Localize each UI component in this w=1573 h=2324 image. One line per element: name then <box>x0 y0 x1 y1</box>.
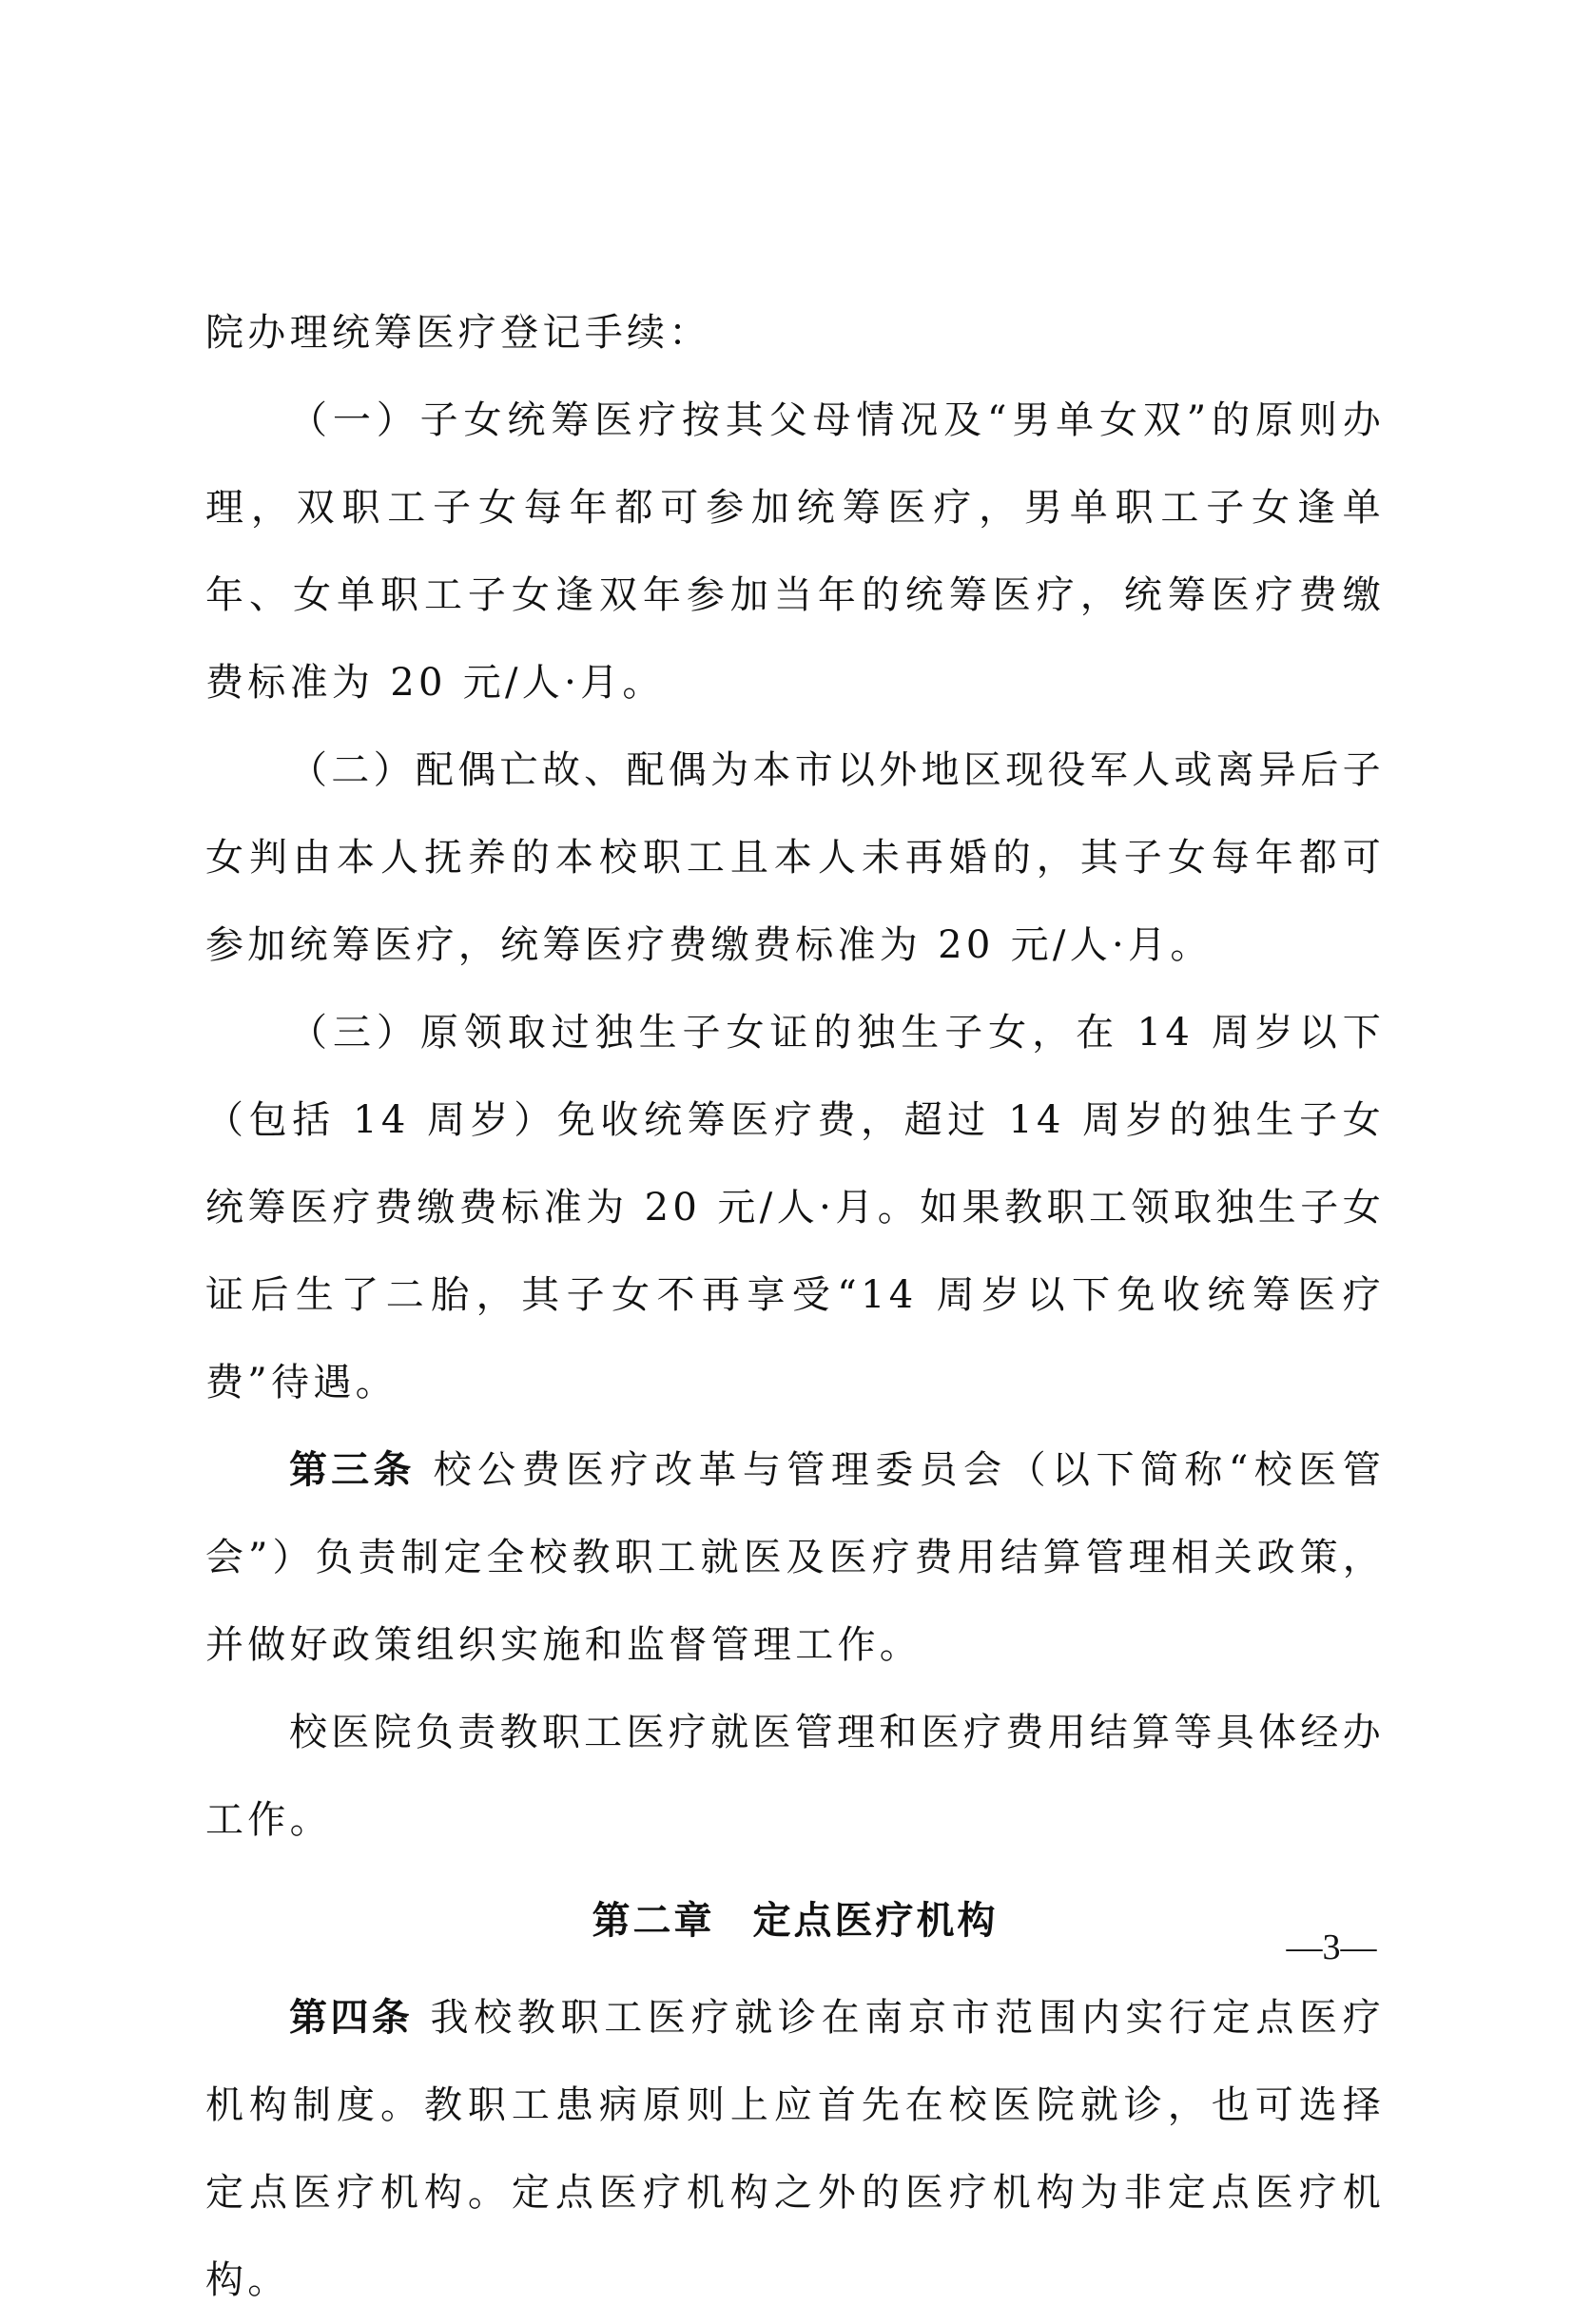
chapter-heading <box>205 1877 1385 1965</box>
paragraph-item-2 <box>205 726 1385 989</box>
article-3 <box>205 1426 1385 1689</box>
article-4 <box>205 1974 1385 2324</box>
paragraph-text: （二）配偶亡故、配偶为本市以外地区现役军人或离异后子女判由本人抚养的本校职工且本人未再婚的，其子女每年都可参加统筹医疗，统筹医疗费缴费标准为 20 元/人·月。 <box>205 748 1385 967</box>
article-label: 第四条 <box>289 1996 414 2040</box>
paragraph-text: （三）原领取过独生子女证的独生子女，在 14 周岁以下（包括 14 周岁）免收统筹医疗费，超过 14 周岁的独生子女统筹医疗费缴费标准为 20 元/人·月。如果教职工领取独生子女证后生了二胎，其子女不再享受“14 周岁以下免收统筹医疗费”待遇。 <box>205 1011 1385 1404</box>
paragraph-item-1 <box>205 377 1385 726</box>
paragraph-continuation <box>205 289 1385 377</box>
paragraph-text: （一）子女统筹医疗按其父母情况及“男单女双”的原则办理，双职工子女每年都可参加统筹医疗，男单职工子女逢单年、女单职工子女逢双年参加当年的统筹医疗，统筹医疗费缴费标准为 20 元/人·月。 <box>205 398 1385 705</box>
article-label: 第三条 <box>289 1448 416 1492</box>
paragraph-text: 院办理统筹医疗登记手续： <box>205 311 711 355</box>
document-body <box>205 289 1385 2324</box>
article-text: 校公费医疗改革与管理委员会（以下简称“校医管会”）负责制定全校教职工就医及医疗费用结算管理相关政策，并做好政策组织实施和监督管理工作。 <box>205 1448 1385 1667</box>
paragraph-text: 校医院负责教职工医疗就医管理和医疗费用结算等具体经办工作。 <box>205 1711 1385 1842</box>
article-text: 我校教职工医疗就诊在南京市范围内实行定点医疗机构制度。教职工患病原则上应首先在校医院就诊，也可选择定点医疗机构。定点医疗机构之外的医疗机构为非定点医疗机构。 <box>205 1996 1385 2302</box>
page-number: —3— <box>1286 1927 1377 1967</box>
paragraph-item-3 <box>205 989 1385 1426</box>
chapter-number: 第二章 <box>592 1899 715 1943</box>
chapter-title: 定点医疗机构 <box>752 1899 999 1943</box>
paragraph-hospital-duty <box>205 1689 1385 1864</box>
